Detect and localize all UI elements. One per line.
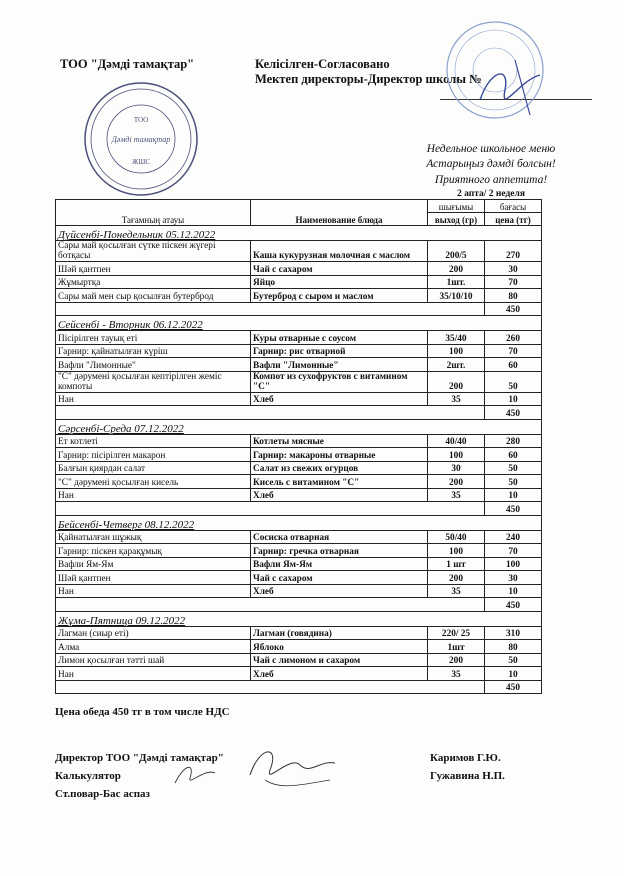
dish-output: 200 bbox=[428, 571, 485, 585]
dish-kz: Нан bbox=[56, 667, 251, 681]
dish-kz: Қайнатылған шұжық bbox=[56, 530, 251, 544]
dish-ru: Гарнир: гречка отварная bbox=[251, 544, 428, 558]
table-row bbox=[56, 448, 542, 462]
total-spacer bbox=[56, 502, 485, 516]
dish-ru: Яблоко bbox=[251, 640, 428, 654]
dish-price: 50 bbox=[485, 475, 542, 489]
dish-output: 35/10/10 bbox=[428, 289, 485, 303]
dish-kz: Гарнир: піскен қарақұмық bbox=[56, 544, 251, 558]
day-total: 450 bbox=[485, 302, 542, 316]
header-kz: Тағамның атауы bbox=[56, 200, 251, 226]
dish-output: 100 bbox=[428, 448, 485, 462]
table-row bbox=[56, 331, 542, 345]
table-row bbox=[56, 344, 542, 358]
dish-output: 100 bbox=[428, 544, 485, 558]
day-total-row bbox=[56, 406, 542, 420]
company-name: ТОО "Дәмді тамақтар" bbox=[60, 57, 195, 71]
header-price-ru: цена (тг) bbox=[485, 213, 542, 226]
dish-ru: Яйцо bbox=[251, 275, 428, 289]
dish-kz: Нан bbox=[56, 392, 251, 406]
day-title: Сейсенбі - Вторник 06.12.2022 bbox=[56, 316, 542, 331]
dish-output: 200 bbox=[428, 262, 485, 276]
total-spacer bbox=[56, 598, 485, 612]
dish-price: 270 bbox=[485, 241, 542, 262]
total-spacer bbox=[56, 406, 485, 420]
dish-ru: Лагман (говядина) bbox=[251, 626, 428, 640]
table-row bbox=[56, 475, 542, 489]
dish-ru: Чай с сахаром bbox=[251, 571, 428, 585]
dish-ru: Хлеб bbox=[251, 488, 428, 502]
calculator-name: Гужавина Н.П. bbox=[430, 770, 505, 782]
table-row bbox=[56, 667, 542, 681]
dish-output: 1шт. bbox=[428, 275, 485, 289]
chef-label: Ст.повар-Бас аспаз bbox=[55, 788, 150, 800]
day-title: Бейсенбі-Четверг 08.12.2022 bbox=[56, 515, 542, 530]
dish-price: 280 bbox=[485, 434, 542, 448]
dish-ru: Кисель с витамином "С" bbox=[251, 475, 428, 489]
dish-price: 310 bbox=[485, 626, 542, 640]
dish-kz: Балғын қиярдан салат bbox=[56, 461, 251, 475]
dish-price: 80 bbox=[485, 640, 542, 654]
dish-output: 35/40 bbox=[428, 331, 485, 345]
table-row bbox=[56, 392, 542, 406]
dish-ru: Каша кукурузная молочная с маслом bbox=[251, 241, 428, 262]
day-title-row bbox=[56, 316, 542, 331]
dish-kz: Шәй қантпен bbox=[56, 262, 251, 276]
dish-output: 2шт. bbox=[428, 358, 485, 372]
day-title: Жұма-Пятница 09.12.2022 bbox=[56, 611, 542, 626]
stamp-line3: ЖШС bbox=[131, 158, 151, 166]
table-row bbox=[56, 626, 542, 640]
week-label: 2 апта/ 2 неделя bbox=[457, 189, 525, 199]
total-spacer bbox=[56, 302, 485, 316]
dish-price: 10 bbox=[485, 488, 542, 502]
dish-kz: "С" дәрумені қосылған кептірілген жеміс компоты bbox=[56, 371, 251, 392]
dish-output: 40/40 bbox=[428, 434, 485, 448]
day-total-row bbox=[56, 598, 542, 612]
header-out-kz: шығымы bbox=[428, 200, 485, 213]
dish-output: 200 bbox=[428, 371, 485, 392]
day-total-row bbox=[56, 302, 542, 316]
dish-price: 10 bbox=[485, 667, 542, 681]
table-row bbox=[56, 371, 542, 392]
stamp-line1: ТОО bbox=[133, 116, 149, 124]
dish-kz: Сары май қосылған сүтке піскен жүгері ботқасы bbox=[56, 241, 251, 262]
dish-kz: Сары май мен сыр қосылған бутерброд bbox=[56, 289, 251, 303]
dish-kz: Нан bbox=[56, 584, 251, 598]
day-title-row bbox=[56, 226, 542, 241]
dish-ru: Сосиска отварная bbox=[251, 530, 428, 544]
table-header-row bbox=[56, 200, 542, 213]
director-signature bbox=[240, 735, 340, 795]
dish-output: 200 bbox=[428, 475, 485, 489]
table-row bbox=[56, 488, 542, 502]
calculator-label: Калькулятор bbox=[55, 770, 121, 782]
dish-ru: Чай с лимоном и сахаром bbox=[251, 653, 428, 667]
dish-kz: Алма bbox=[56, 640, 251, 654]
dish-output: 30 bbox=[428, 461, 485, 475]
header-price-kz: бағасы bbox=[485, 200, 542, 213]
dish-ru: Куры отварные с соусом bbox=[251, 331, 428, 345]
dish-output: 100 bbox=[428, 344, 485, 358]
dish-ru: Чай с сахаром bbox=[251, 262, 428, 276]
dish-kz: Жұмыртқа bbox=[56, 275, 251, 289]
dish-output: 1шт bbox=[428, 640, 485, 654]
dish-ru: Компот из сухофруктов с витамином "С" bbox=[251, 371, 428, 392]
dish-price: 60 bbox=[485, 448, 542, 462]
header-out-ru: выход (гр) bbox=[428, 213, 485, 226]
dish-price: 10 bbox=[485, 392, 542, 406]
table-row bbox=[56, 571, 542, 585]
dish-ru: Вафли "Лимонные" bbox=[251, 358, 428, 372]
table-row bbox=[56, 653, 542, 667]
dish-output: 35 bbox=[428, 584, 485, 598]
dish-output: 1 шт bbox=[428, 557, 485, 571]
dish-price: 30 bbox=[485, 262, 542, 276]
day-title-row bbox=[56, 515, 542, 530]
dish-ru: Бутерброд с сыром и маслом bbox=[251, 289, 428, 303]
table-row bbox=[56, 275, 542, 289]
day-total: 450 bbox=[485, 406, 542, 420]
dish-price: 50 bbox=[485, 653, 542, 667]
table-row bbox=[56, 584, 542, 598]
dish-kz: Пісірілген тауық еті bbox=[56, 331, 251, 345]
dish-output: 35 bbox=[428, 667, 485, 681]
day-total-row bbox=[56, 502, 542, 516]
dish-price: 240 bbox=[485, 530, 542, 544]
table-row bbox=[56, 544, 542, 558]
table-row bbox=[56, 241, 542, 262]
dish-kz: Нан bbox=[56, 488, 251, 502]
table-row bbox=[56, 358, 542, 372]
header-ru: Наименование блюда bbox=[251, 200, 428, 226]
dish-price: 50 bbox=[485, 371, 542, 392]
dish-output: 200/5 bbox=[428, 241, 485, 262]
dish-price: 70 bbox=[485, 344, 542, 358]
calculator-signature bbox=[170, 758, 220, 788]
agreed-label: Келісілген-Согласовано bbox=[255, 57, 390, 71]
dish-ru: Гарнир: макароны отварные bbox=[251, 448, 428, 462]
dish-price: 260 bbox=[485, 331, 542, 345]
dish-ru: Хлеб bbox=[251, 584, 428, 598]
stamp-line2: Дәмді тамақтар bbox=[111, 135, 171, 144]
table-row bbox=[56, 461, 542, 475]
dish-price: 70 bbox=[485, 544, 542, 558]
dish-kz: Гарнир: қайнатылған күріш bbox=[56, 344, 251, 358]
dish-ru: Котлеты мясные bbox=[251, 434, 428, 448]
day-title-row bbox=[56, 611, 542, 626]
school-director-label: Мектеп директоры-Директор школы № bbox=[255, 72, 482, 86]
dish-kz: Гарнир: пісірілген макарон bbox=[56, 448, 251, 462]
dish-ru: Гарнир: рис отварной bbox=[251, 344, 428, 358]
director-label: Директор ТОО "Дәмді тамақтар" bbox=[55, 752, 224, 764]
day-total: 450 bbox=[485, 680, 542, 694]
dish-price: 50 bbox=[485, 461, 542, 475]
day-title: Сәрсенбі-Среда 07.12.2022 bbox=[56, 419, 542, 434]
school-seal bbox=[420, 20, 570, 130]
dish-kz: "С" дәрумені қосылған кисель bbox=[56, 475, 251, 489]
table-row bbox=[56, 289, 542, 303]
price-note: Цена обеда 450 тг в том числе НДС bbox=[55, 706, 230, 718]
total-spacer bbox=[56, 680, 485, 694]
day-total: 450 bbox=[485, 598, 542, 612]
menu-table bbox=[55, 199, 542, 694]
table-row bbox=[56, 557, 542, 571]
dish-ru: Салат из свежих огурцов bbox=[251, 461, 428, 475]
day-total: 450 bbox=[485, 502, 542, 516]
menu-title-weekly: Недельное школьное меню bbox=[426, 143, 556, 155]
dish-ru: Хлеб bbox=[251, 392, 428, 406]
dish-price: 30 bbox=[485, 571, 542, 585]
table-row bbox=[56, 262, 542, 276]
dish-output: 50/40 bbox=[428, 530, 485, 544]
dish-price: 100 bbox=[485, 557, 542, 571]
dish-ru: Вафли Ям-Ям bbox=[251, 557, 428, 571]
dish-kz: Лимон қосылған тәтті шай bbox=[56, 653, 251, 667]
dish-kz: Вафли Ям-Ям bbox=[56, 557, 251, 571]
director-name: Каримов Г.Ю. bbox=[430, 752, 501, 764]
table-row bbox=[56, 640, 542, 654]
dish-output: 35 bbox=[428, 392, 485, 406]
day-title: Дүйсенбі-Понедельник 05.12.2022 bbox=[56, 226, 542, 241]
day-title-row bbox=[56, 419, 542, 434]
dish-output: 220/ 25 bbox=[428, 626, 485, 640]
day-total-row bbox=[56, 680, 542, 694]
dish-ru: Хлеб bbox=[251, 667, 428, 681]
dish-kz: Вафли "Лимонные" bbox=[56, 358, 251, 372]
menu-title-bon-appetit-ru: Приятного аппетита! bbox=[434, 174, 548, 186]
table-row bbox=[56, 434, 542, 448]
dish-output: 35 bbox=[428, 488, 485, 502]
dish-price: 80 bbox=[485, 289, 542, 303]
dish-price: 10 bbox=[485, 584, 542, 598]
dish-price: 70 bbox=[485, 275, 542, 289]
dish-output: 200 bbox=[428, 653, 485, 667]
dish-kz: Шәй қантпен bbox=[56, 571, 251, 585]
menu-title-bon-appetit-kz: Астарыңыз дәмді болсын! bbox=[426, 158, 556, 170]
table-row bbox=[56, 530, 542, 544]
dish-kz: Ет котлеті bbox=[56, 434, 251, 448]
dish-kz: Лагман (сиыр еті) bbox=[56, 626, 251, 640]
dish-price: 60 bbox=[485, 358, 542, 372]
